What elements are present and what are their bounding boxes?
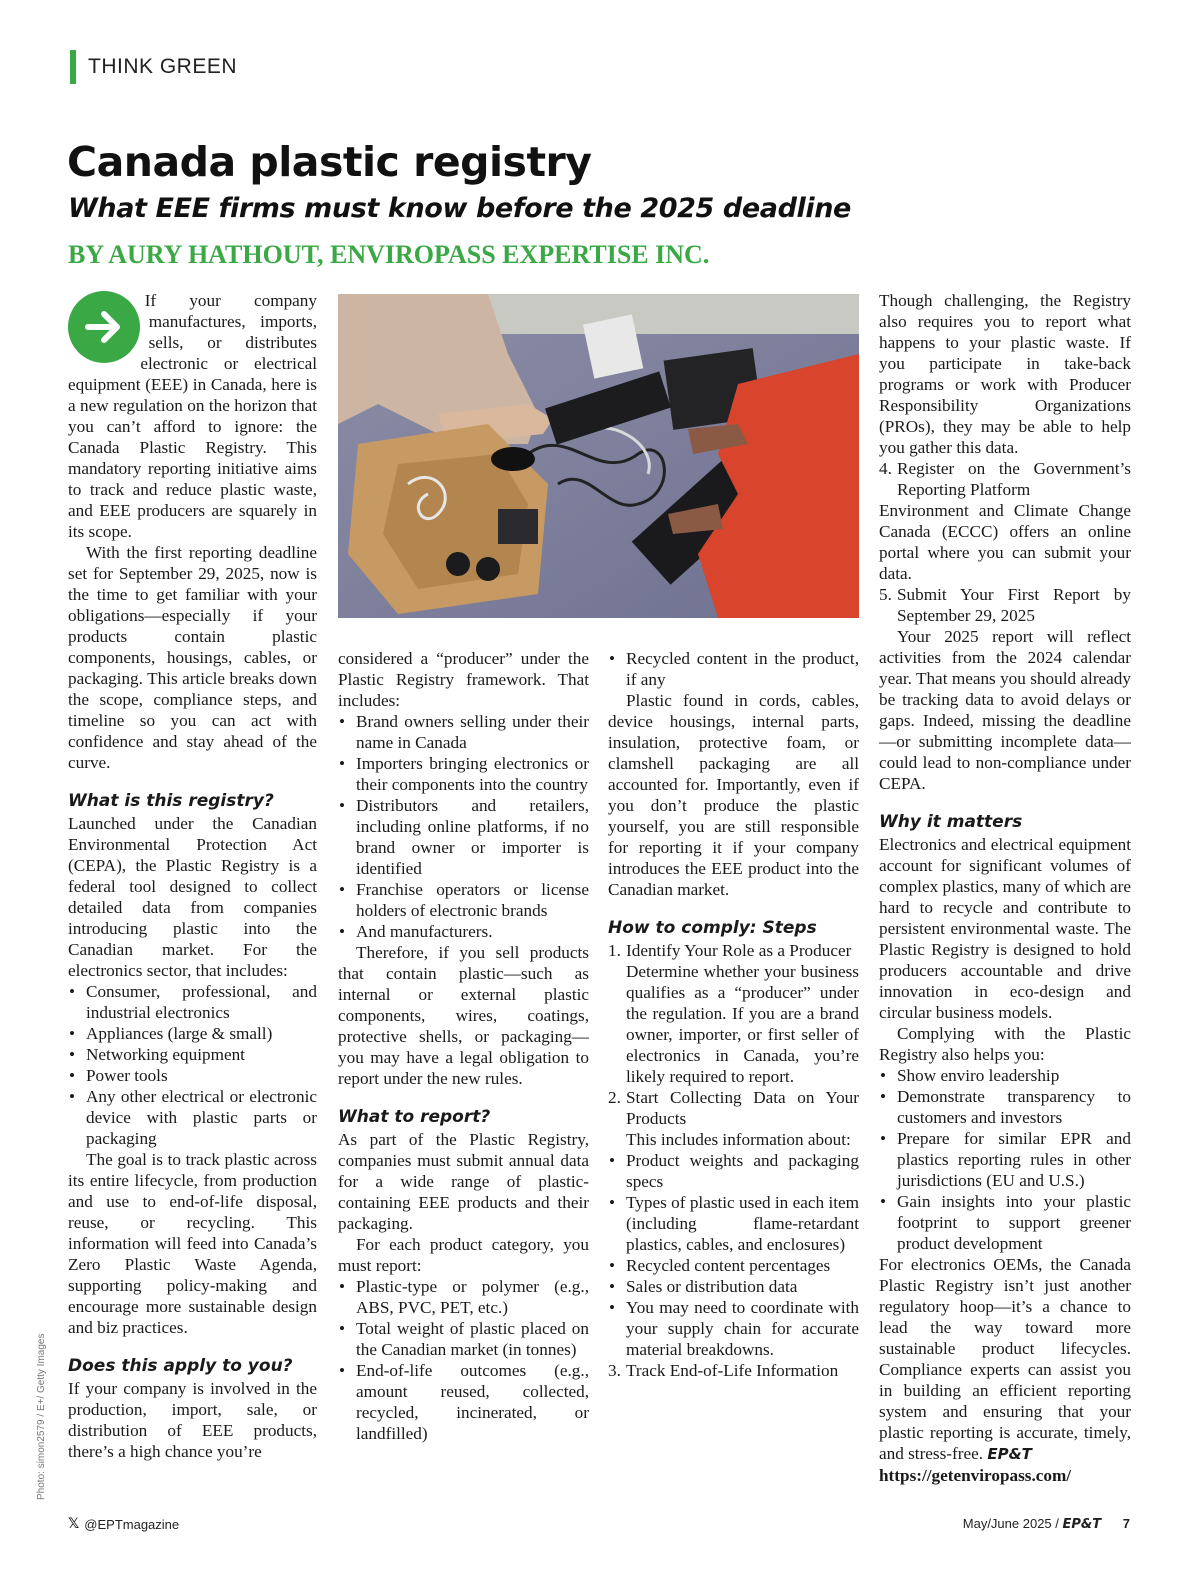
footer-social[interactable] <box>68 1516 179 1532</box>
article-byline: BY AURY HATHOUT, ENVIROPASS EXPERTISE INC. <box>68 240 710 269</box>
end-mark: EP&T <box>987 1445 1032 1463</box>
step3-body: Though challenging, the Registry also requires you to report what happens to your plastic waste. If you participate in take-back programs or work with Producer Responsibility Organizations (PROs), they may be able to help you gather this data. <box>879 291 1131 457</box>
article-photo <box>338 294 859 618</box>
step-5 <box>879 584 1131 626</box>
steps-list-c <box>879 458 1131 500</box>
section-tag-bar <box>70 50 76 84</box>
step-body: Determine whether your business qualifies as a “producer” under the regulation. If you are a brand owner, importer, or first seller of electronics in Canada, you’re likely required to report. <box>626 962 859 1086</box>
column-3 <box>608 648 859 1381</box>
report-paragraph-2: For each product category, you must report: <box>338 1235 589 1275</box>
article-subtitle: What EEE firms must know before the 2025 deadline <box>68 193 851 224</box>
intro-paragraph-1: If your company manufactures, imports, sells, or distributes electronic or electrical equipment (EEE) in Canada, here is a new regulation on the horizon that you can’t afford to ignore: the Canada Plastic Registry. This mandatory reporting initiative aims to track and reduce plastic waste, and EEE producers are squarely in its scope. <box>68 291 317 541</box>
step-4 <box>879 458 1131 500</box>
report-paragraph-3: Plastic found in cords, cables, device housings, internal parts, insulation, protective foam, or clamshell packaging are all accounted for. Importantly, even if you don’t produce the plastic yourself, you are still responsible for reporting it if your company introduces the EEE product into the Canadian market. <box>608 691 859 899</box>
x-logo-icon: 𝕏 <box>68 1516 80 1532</box>
step-3 <box>608 1360 859 1381</box>
list-item: • End-of-life outcomes (e.g., amount reused, collected, recycled, incinerated, or landfilled) <box>338 1360 589 1444</box>
apply-paragraph-2: Therefore, if you sell products that contain plastic—such as internal or external plastic components, wires, coatings, protective shells, or packaging—you may have a legal obligation to report under the new rules. <box>338 943 589 1088</box>
list-item: • Demonstrate transparency to customers and investors <box>879 1086 1131 1128</box>
report-paragraph-1: As part of the Plastic Registry, companies must submit annual data for a wide range of plastic-containing EEE products and their packaging. <box>338 1130 589 1233</box>
arrow-right-icon <box>68 291 140 363</box>
magazine-name: EP&T <box>1062 1517 1102 1532</box>
list-item: • Prepare for similar EPR and plastics reporting rules in other jurisdictions (EU and U.S.) <box>879 1128 1131 1191</box>
list-item: • Plastic-type or polymer (e.g., ABS, PVC, PET, etc.) <box>338 1276 589 1318</box>
list-item: • Recycled content percentages <box>608 1255 859 1276</box>
heading-what-is-registry: What is this registry? <box>68 791 274 811</box>
list-item: • Appliances (large & small) <box>68 1023 317 1044</box>
list-item: • You may need to coordinate with your supply chain for accurate material breakdowns. <box>608 1297 859 1360</box>
list-item: • Brand owners selling under their name in Canada <box>338 711 589 753</box>
matters-paragraph-2: Complying with the Plastic Registry also helps you: <box>879 1024 1131 1064</box>
step-number: 2. <box>608 1088 621 1107</box>
article-title: Canada plastic registry <box>67 138 592 186</box>
step-number: 3. <box>608 1361 621 1380</box>
column-1 <box>68 290 317 1462</box>
social-handle: @EPTmagazine <box>84 1516 180 1532</box>
step4-body: Environment and Climate Change Canada (ECCC) offers an online portal where you can submit your data. <box>879 501 1131 583</box>
heading-how-to-comply: How to comply: Steps <box>608 918 817 938</box>
section-tag <box>70 50 237 84</box>
step-number: 5. <box>879 585 892 604</box>
column-2 <box>338 648 589 1444</box>
page-number: 7 <box>1122 1516 1130 1531</box>
what-paragraph-2: The goal is to track plastic across its entire lifecycle, from production and use to end-of-life disposal, reuse, or recycling. This information will feed into Canada’s Zero Plastic Waste Agenda, supporting policy-making and encourage more sustainable design and biz practices. <box>68 1150 317 1337</box>
photo-credit: Photo: simon2579 / E+/ Getty Images <box>36 1333 47 1500</box>
list-item: • Importers bringing electronics or their components into the country <box>338 753 589 795</box>
step-title: Submit Your First Report by September 29, 2025 <box>897 585 1131 625</box>
producer-list <box>338 711 589 942</box>
list-item: • Networking equipment <box>68 1044 317 1065</box>
matters-paragraph-1: Electronics and electrical equipment account for significant volumes of complex plastics, many of which are hard to recycle and contribute to persistent environmental waste. The Plastic Registry is designed to hold producers accountable and drive innovation in eco-design and circular business models. <box>879 835 1132 1022</box>
list-item: • Power tools <box>68 1065 317 1086</box>
list-item: • Distributors and retailers, including online platforms, if no brand owner or importer is identified <box>338 795 589 879</box>
what-paragraph-1: Launched under the Canadian Environmental Protection Act (CEPA), the Plastic Registry is a federal tool designed to collect detailed data from companies introducing plastic into the Canadian market. For the electronics sector, that includes: <box>68 814 317 980</box>
list-item: • And manufacturers. <box>338 921 589 942</box>
apply-paragraph-1b: considered a “producer” under the Plastic Registry framework. That includes: <box>338 649 589 710</box>
list-item: • Product weights and packaging specs <box>608 1150 859 1192</box>
issue-date: May/June 2025 / <box>962 1516 1059 1531</box>
section-tag-label: THINK GREEN <box>88 55 238 78</box>
heading-why-it-matters: Why it matters <box>879 812 1023 832</box>
list-item: • Show enviro leadership <box>879 1065 1131 1086</box>
heading-what-to-report: What to report? <box>338 1107 491 1127</box>
list-item: • Recycled content in the product, if any <box>608 648 859 690</box>
step2-list <box>608 1150 859 1360</box>
heading-does-this-apply: Does this apply to you? <box>68 1356 293 1376</box>
apply-paragraph-1a: If your company is involved in the production, import, sale, or distribution of EEE products, there’s a high chance you’re <box>68 1379 317 1461</box>
step-2 <box>608 1087 859 1150</box>
intro-paragraph-2: With the first reporting deadline set for September 29, 2025, now is the time to get familiar with your obligations—especially if your products contain plastic components, housings, cables, or packaging. This article breaks down the scope, compliance steps, and timeline so you can act with confidence and stay ahead of the curve. <box>68 543 317 772</box>
list-item: • Sales or distribution data <box>608 1276 859 1297</box>
list-item: • Gain insights into your plastic footprint to support greener product development <box>879 1191 1131 1254</box>
list-item: • Total weight of plastic placed on the Canadian market (in tonnes) <box>338 1318 589 1360</box>
report-list-a <box>338 1276 589 1444</box>
closing-paragraph <box>879 1254 1131 1465</box>
steps-list-b <box>608 1360 859 1381</box>
sector-list <box>68 981 317 1149</box>
list-item: • Consumer, professional, and industrial electronics <box>68 981 317 1023</box>
benefit-list <box>879 1065 1131 1254</box>
step-title: Start Collecting Data on Your Products <box>626 1088 859 1128</box>
step-title: Track End-of-Life Information <box>626 1361 839 1380</box>
step-title: Register on the Government’s Reporting Platform <box>897 459 1131 499</box>
list-item: • Any other electrical or electronic device with plastic parts or packaging <box>68 1086 317 1149</box>
step-number: 4. <box>879 459 892 478</box>
step-intro: This includes information about: <box>626 1130 851 1149</box>
step-1 <box>608 940 859 1087</box>
steps-list-a <box>608 940 859 1150</box>
list-item: • Franchise operators or license holders of electronic brands <box>338 879 589 921</box>
step5-body: Your 2025 report will reflect activities from the 2024 calendar year. That means you should already be tracking data to avoid delays or gaps. Indeed, missing the deadline—or submitting incomplete data—could lead to non-compliance under CEPA. <box>879 627 1131 793</box>
footer-issue <box>963 1516 1130 1532</box>
column-4 <box>879 290 1131 1486</box>
step-title: Identify Your Role as a Producer <box>626 941 852 960</box>
step-number: 1. <box>608 941 621 960</box>
closing-text: For electronics OEMs, the Canada Plastic Registry isn’t just another regulatory hoop—it’s a chance to lead the way toward more sustainable product lifecycles. Compliance experts can assist you in building an efficient reporting system and ensuring that your plastic reporting is accurate, timely, and stress-free. <box>879 1255 1131 1463</box>
list-item: • Types of plastic used in each item (including flame-retardant plastics, cables, and enclosures) <box>608 1192 859 1255</box>
website-link[interactable]: https://getenviropass.com/ <box>879 1466 1072 1485</box>
report-list-b <box>608 648 859 690</box>
steps-list-d <box>879 584 1131 626</box>
